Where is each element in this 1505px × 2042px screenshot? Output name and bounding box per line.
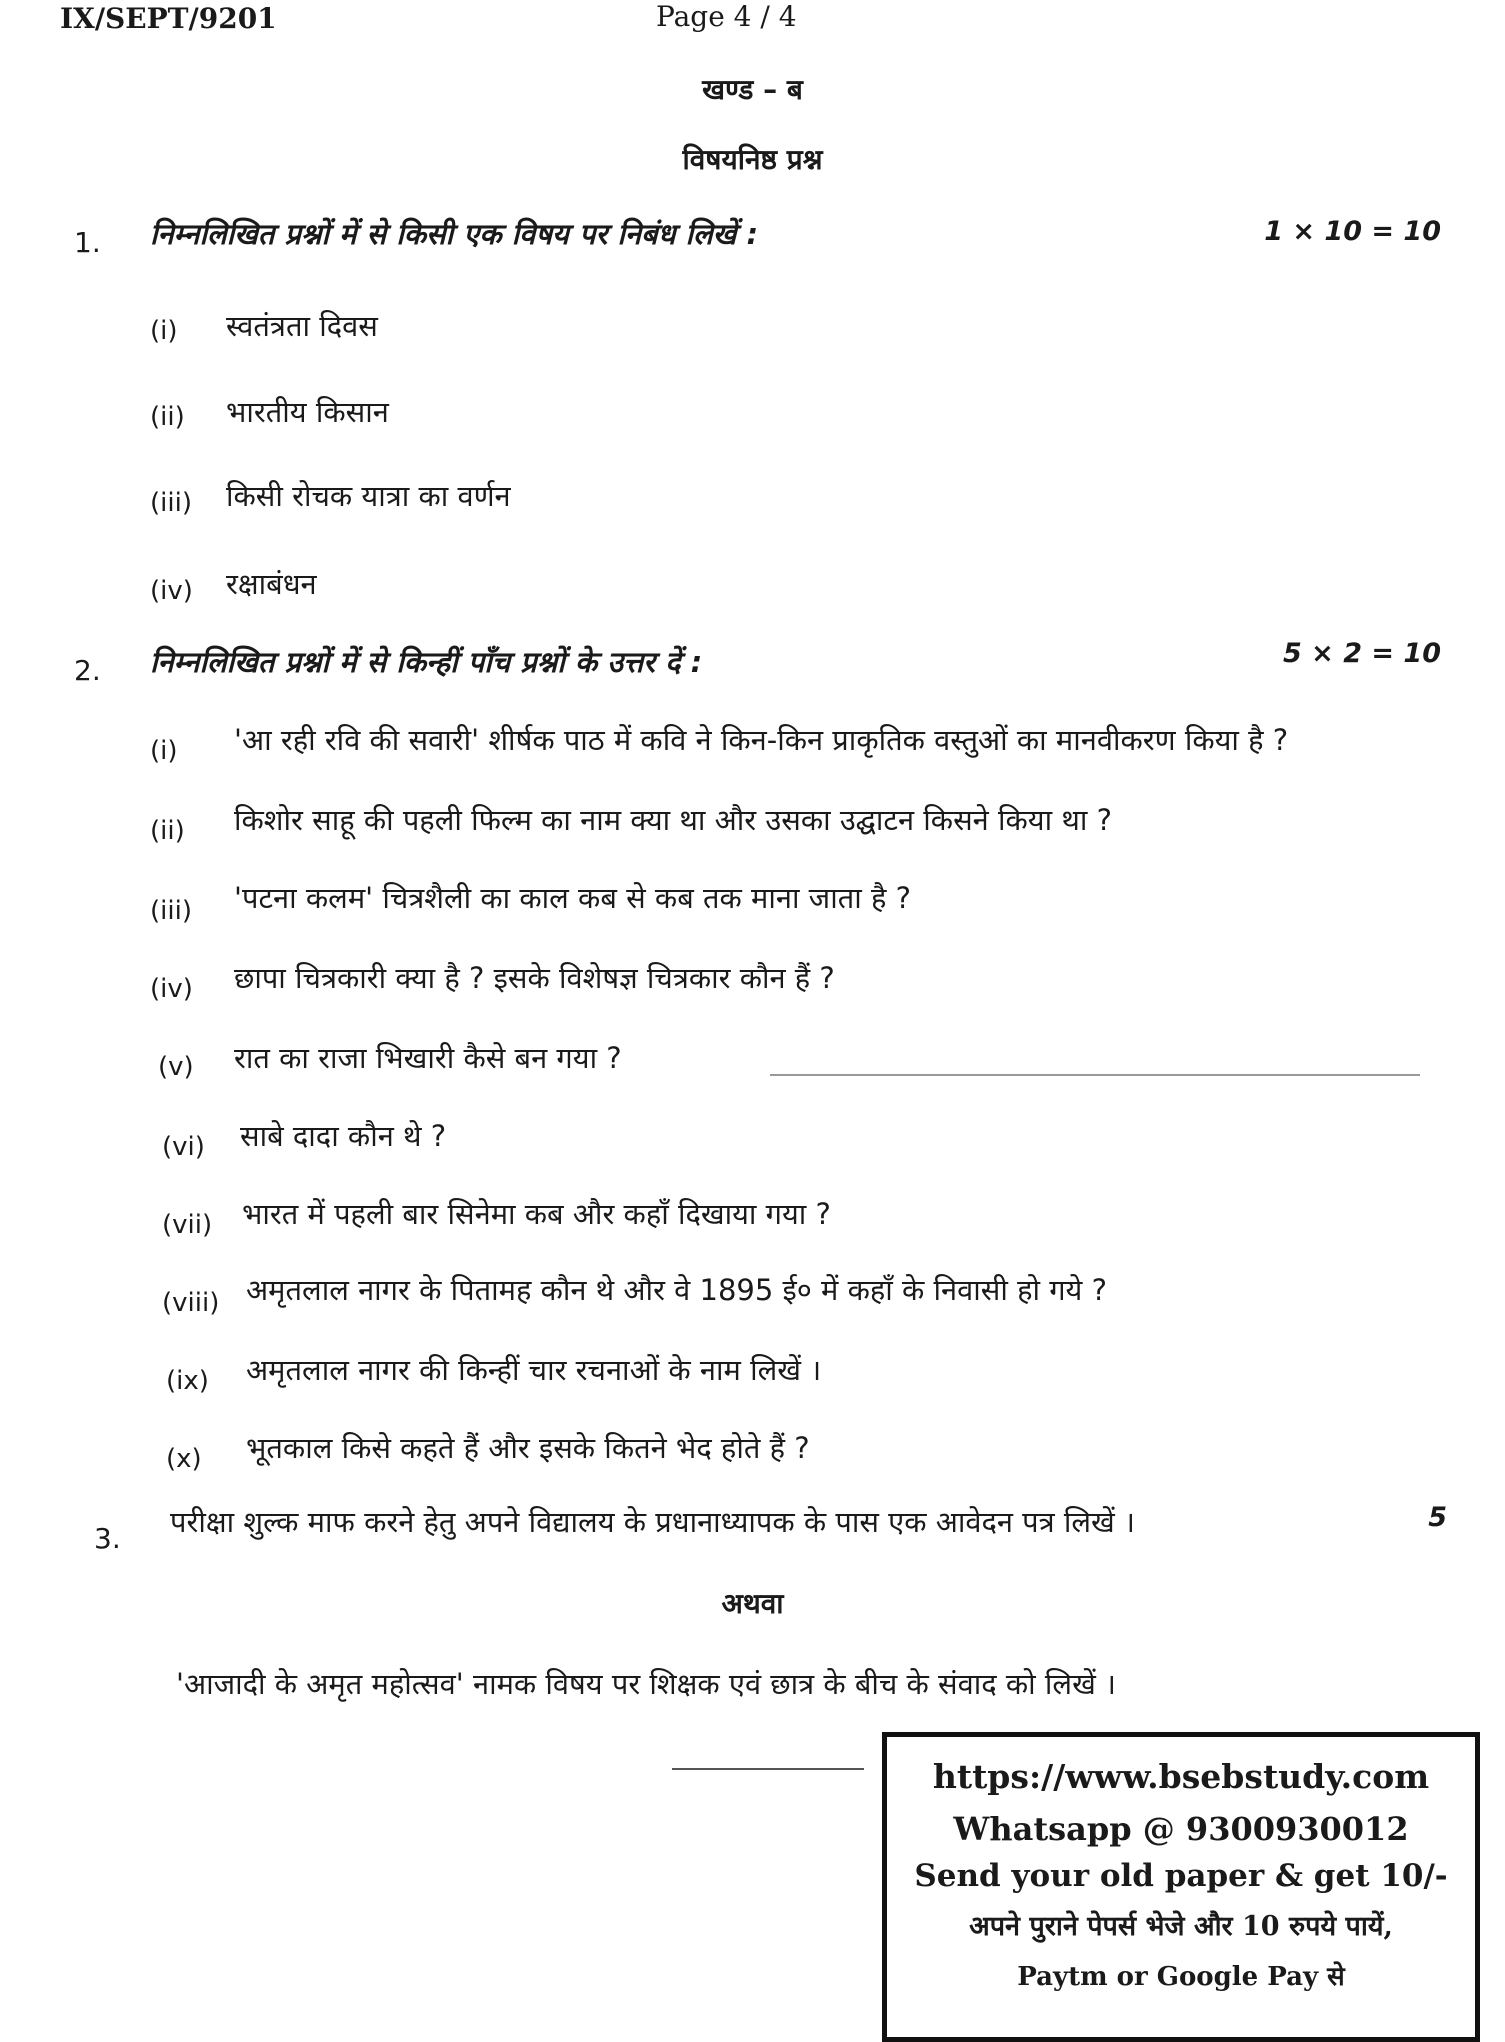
- q2-option-text: रात का राजा भिखारी कैसे बन गया ?: [234, 1041, 622, 1075]
- q2-number: 2.: [74, 654, 101, 687]
- q2-option-label: (x): [166, 1444, 202, 1474]
- q2-option-label: (vii): [162, 1210, 213, 1240]
- paper-code: IX/SEPT/9201: [60, 2, 277, 35]
- q2-option-label: (ii): [150, 816, 185, 846]
- promo-box: [882, 1732, 1480, 2042]
- q2-option-text: भारत में पहली बार सिनेमा कब और कहाँ दिखाया गया ?: [242, 1197, 831, 1231]
- q1-marks: 1 × 10 = 10: [1264, 216, 1441, 247]
- promo-url: https://www.bsebstudy.com: [932, 1757, 1430, 1796]
- scan-rule: [770, 1074, 1420, 1076]
- promo-offer-hindi: अपने पुराने पेपर्स भेजे और 10 रुपये पायें,: [969, 1911, 1393, 1942]
- q1-number: 1.: [74, 226, 101, 259]
- q3-text: परीक्षा शुल्क माफ करने हेतु अपने विद्यालय के प्रधानाध्यापक के पास एक आवेदन पत्र लिखें ।: [170, 1505, 1135, 1539]
- end-rule: [672, 1768, 864, 1770]
- q1-text: निम्नलिखित प्रश्नों में से किसी एक विषय पर निबंध लिखें :: [150, 217, 759, 251]
- q1-option-text: भारतीय किसान: [226, 395, 389, 429]
- q2-option-text: अमृतलाल नागर के पितामह कौन थे और वे 1895 ई० में कहाँ के निवासी हो गये ?: [246, 1273, 1107, 1307]
- q3-number: 3.: [94, 1522, 121, 1555]
- section-subtitle: विषयनिष्ठ प्रश्न: [682, 143, 823, 176]
- q1-option-label: (iv): [150, 576, 193, 606]
- or-label: अथवा: [721, 1587, 784, 1620]
- q3-alternative-text: 'आजादी के अमृत महोत्सव' नामक विषय पर शिक्षक एवं छात्र के बीच के संवाद को लिखें ।: [176, 1667, 1116, 1701]
- q1-option-text: किसी रोचक यात्रा का वर्णन: [226, 479, 511, 513]
- q2-option-text: छापा चित्रकारी क्या है ? इसके विशेषज्ञ चित्रकार कौन हैं ?: [234, 961, 835, 995]
- q2-text: निम्नलिखित प्रश्नों में से किन्हीं पाँच प्रश्नों के उत्तर दें :: [150, 645, 703, 679]
- section-title: खण्ड – ब: [702, 73, 803, 106]
- q2-option-label: (iii): [150, 896, 192, 926]
- q2-option-label: (iv): [150, 974, 193, 1004]
- q2-option-label: (v): [158, 1052, 194, 1082]
- q2-option-text: किशोर साहू की पहली फिल्म का नाम क्या था और उसका उद्घाटन किसने किया था ?: [234, 803, 1112, 837]
- q2-option-text: 'आ रही रवि की सवारी' शीर्षक पाठ में कवि ने किन-किन प्राकृतिक वस्तुओं का मानवीकरण किया है ?: [234, 723, 1289, 757]
- page-number: Page 4 / 4: [656, 0, 797, 33]
- promo-offer: Send your old paper & get 10/-: [914, 1858, 1448, 1894]
- promo-payment: Paytm or Google Pay से: [1017, 1962, 1345, 1992]
- q1-option-label: (ii): [150, 402, 185, 432]
- q3-marks: 5: [1428, 1502, 1447, 1533]
- q2-marks: 5 × 2 = 10: [1283, 638, 1441, 669]
- q2-option-label: (i): [150, 736, 178, 766]
- q2-option-text: 'पटना कलम' चित्रशैली का काल कब से कब तक माना जाता है ?: [234, 881, 911, 915]
- q2-option-text: अमृतलाल नागर की किन्हीं चार रचनाओं के नाम लिखें ।: [246, 1353, 822, 1387]
- q1-option-label: (i): [150, 316, 178, 346]
- q1-option-label: (iii): [150, 488, 192, 518]
- q2-option-label: (vi): [162, 1132, 205, 1162]
- q2-option-label: (viii): [162, 1288, 220, 1318]
- q2-option-label: (ix): [166, 1366, 209, 1396]
- q2-option-text: भूतकाल किसे कहते हैं और इसके कितने भेद होते हैं ?: [246, 1431, 810, 1465]
- q2-option-text: साबे दादा कौन थे ?: [240, 1119, 447, 1153]
- q1-option-text: रक्षाबंधन: [226, 567, 317, 601]
- q1-option-text: स्वतंत्रता दिवस: [226, 309, 378, 343]
- promo-whatsapp: Whatsapp @ 9300930012: [953, 1810, 1409, 1848]
